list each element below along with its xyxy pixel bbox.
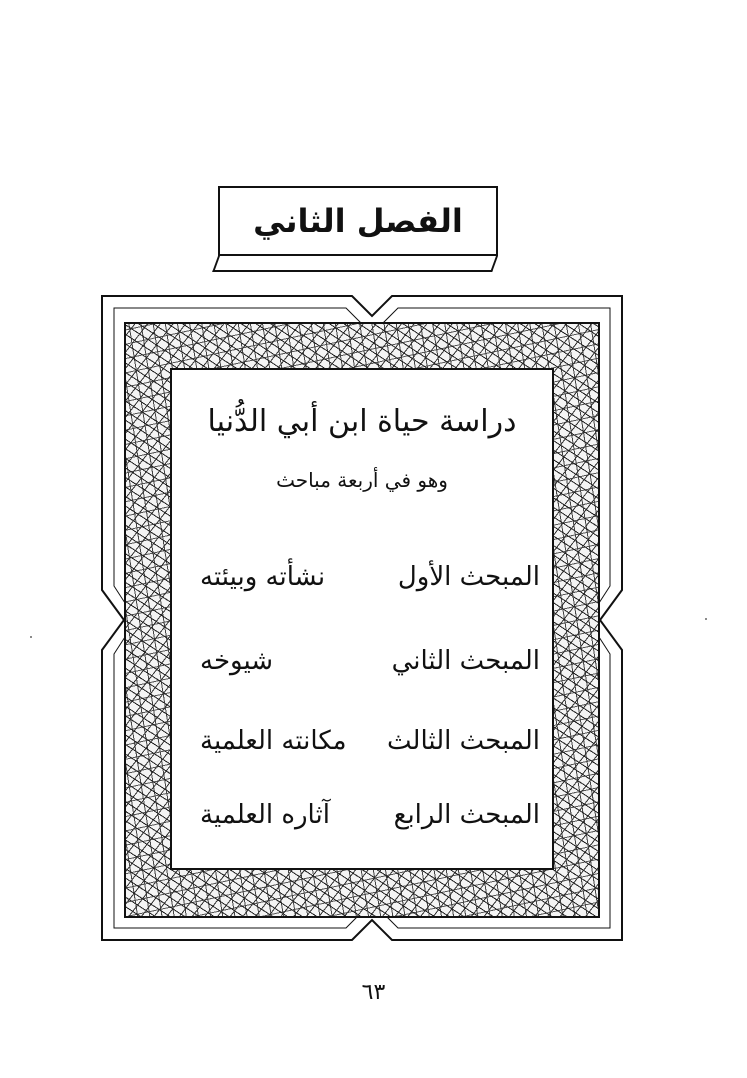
page-number: ٦٣ [361, 980, 386, 1005]
section-label: المبحث الثالث [387, 726, 540, 756]
section-row-2 [200, 646, 540, 676]
section-topic: آثاره العلمية [200, 800, 330, 830]
chapter-title: الفصل الثاني [253, 202, 463, 240]
section-label: المبحث الثاني [391, 646, 540, 676]
section-topic: نشأته وبيئته [200, 562, 326, 592]
section-label: المبحث الأول [397, 562, 540, 592]
content-panel [170, 368, 554, 870]
panel-subheading: وهو في أربعة مباحث [276, 468, 448, 492]
scan-speck [30, 636, 32, 638]
panel-heading: دراسة حياة ابن أبي الدُّنيا [207, 404, 517, 439]
scan-speck [705, 618, 707, 620]
section-topic: شيوخه [200, 646, 274, 676]
section-row-3 [200, 726, 540, 756]
section-row-4 [200, 800, 540, 830]
section-label: المبحث الرابع [393, 800, 540, 830]
section-topic: مكانته العلمية [200, 726, 347, 756]
section-row-1 [200, 562, 540, 592]
